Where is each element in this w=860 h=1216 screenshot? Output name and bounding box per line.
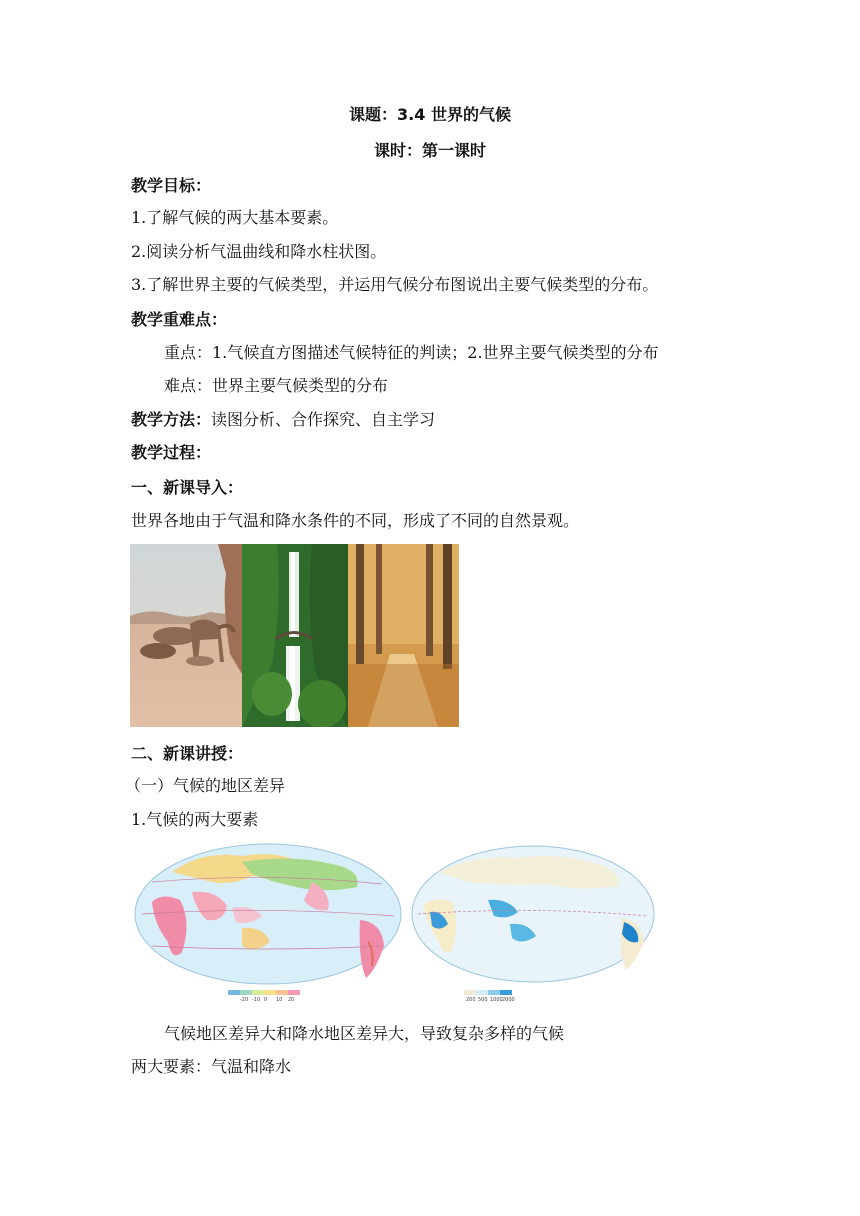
- desert-camels-photo: [130, 544, 242, 727]
- legend-tick: -20: [240, 997, 249, 1002]
- precipitation-legend: [464, 990, 515, 1002]
- point1: 1.气候的两大要素: [131, 810, 259, 829]
- section2-heading: 二、新课讲授：: [131, 744, 244, 763]
- temperature-map: [132, 842, 404, 1002]
- legend-tick: 20: [288, 997, 295, 1002]
- legend-tick: 0: [264, 997, 268, 1002]
- section1-text: 世界各地由于气温和降水条件的不同，形成了不同的自然景观。: [131, 511, 580, 530]
- legend-tick: 200: [466, 997, 476, 1002]
- legend-tick: 1000: [490, 997, 503, 1002]
- precipitation-map: [408, 842, 658, 1002]
- key-point: 重点：1.气候直方图描述气候特征的判读；2.世界主要气候类型的分布: [164, 343, 659, 362]
- objective-item: 3.了解世界主要的气候类型，并运用气候分布图说出主要气候类型的分布。: [131, 275, 659, 294]
- process-heading: 教学过程：: [131, 443, 212, 462]
- page-subtitle: 课时：第一课时: [373, 141, 486, 160]
- objective-item: 2.阅读分析气温曲线和降水柱状图。: [131, 242, 387, 261]
- autumn-path-photo: [348, 544, 459, 727]
- subsection1: （一）气候的地区差异: [125, 776, 286, 795]
- key-points-heading: 教学重难点：: [131, 310, 228, 329]
- methods-value: 读图分析、合作探究、自主学习: [211, 410, 436, 429]
- objectives-heading: 教学目标：: [131, 176, 212, 195]
- page-title: 课题：3.4 世界的气候: [349, 105, 511, 124]
- legend-tick: 10: [276, 997, 283, 1002]
- summary-line-2: 两大要素：气温和降水: [131, 1057, 292, 1076]
- temperature-legend: [228, 990, 300, 1002]
- difficult-point: 难点：世界主要气候类型的分布: [164, 376, 389, 395]
- legend-tick: -10: [252, 997, 261, 1002]
- objective-item: 1.了解气候的两大基本要素。: [131, 208, 339, 227]
- methods-line: [131, 410, 435, 430]
- section1-heading: 一、新课导入：: [131, 478, 244, 497]
- waterfall-forest-photo: [242, 544, 348, 727]
- summary-line-1: 气候地区差异大和降水地区差异大，导致复杂多样的气候: [164, 1024, 565, 1043]
- legend-tick: 2000: [502, 997, 515, 1002]
- methods-label: 教学方法：: [131, 410, 212, 429]
- legend-tick: 500: [478, 997, 488, 1002]
